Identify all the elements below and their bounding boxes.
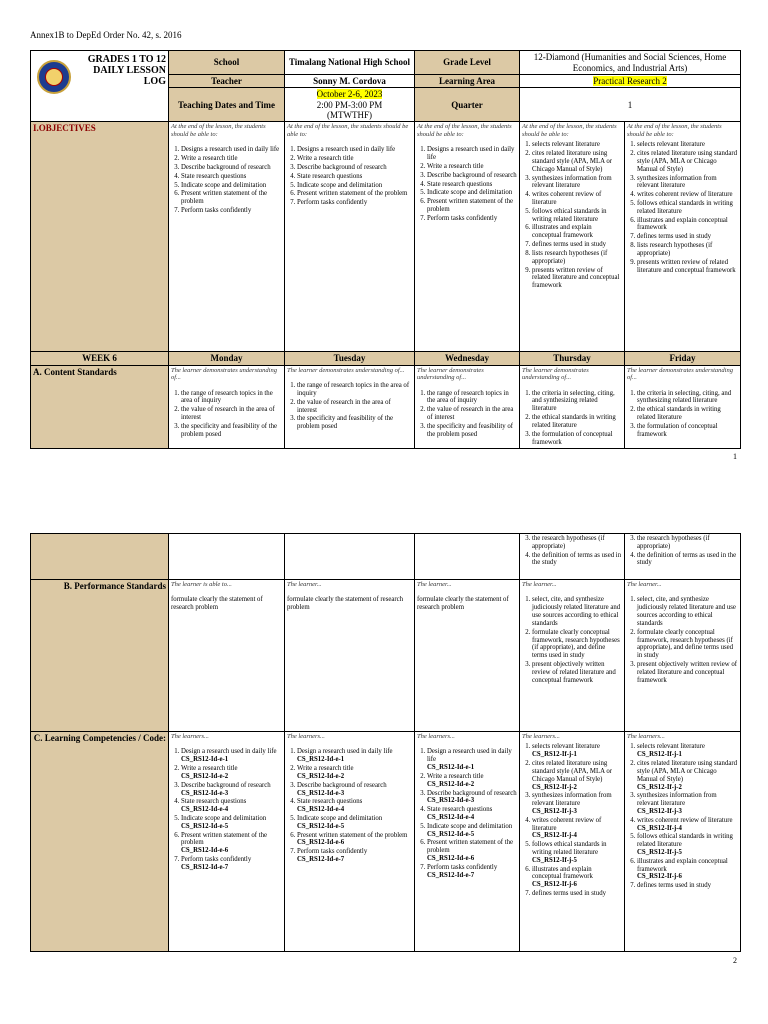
objectives-intro: At the end of the lesson, the students should be able to: xyxy=(417,123,512,138)
list-item: 3. the research hypotheses (if appropriate) xyxy=(637,535,738,551)
list-item: 5. follows ethical standards in writing related literature xyxy=(532,208,622,224)
performance-standards-wednesday: The learner... formulate clearly the statement of research problem xyxy=(415,580,520,732)
list-item: 2. Write a research title xyxy=(181,155,282,163)
competency-text: defines terms used in study xyxy=(637,882,711,890)
list-item xyxy=(427,823,517,839)
competency-text: Indicate scope and delimitation xyxy=(427,822,513,830)
competency-code: CS_RS12-Id-e-4 xyxy=(297,806,345,814)
list-item: 7. Perform tasks confidently xyxy=(181,207,282,215)
list-item: 2. the ethical standards in writing related literature xyxy=(532,414,622,430)
list-item: 8. lists research hypotheses (if appropriate) xyxy=(532,250,622,266)
grade-level-label: Grade Level xyxy=(415,51,520,75)
list-item xyxy=(427,864,517,880)
list-item xyxy=(427,790,517,806)
content-standards-monday: The learner demonstrates understanding of... 1. the range of research topics in the area of inquiry 2. the value of research in the area of interest 3. the specificity and feasibility of the problem posed xyxy=(169,365,285,449)
annex-reference: Annex1B to DepEd Order No. 42, s. 2016 xyxy=(30,30,182,40)
dll-table-page-2 xyxy=(30,533,741,952)
teacher-label: Teacher xyxy=(169,75,285,88)
school-label: School xyxy=(169,51,285,75)
objectives-tuesday xyxy=(285,122,415,352)
list-item xyxy=(181,782,282,798)
list-item xyxy=(637,792,738,815)
competency-code: CS_RS12-Id-e-5 xyxy=(427,830,475,838)
competency-code: CS_RS12-Id-e-3 xyxy=(181,789,229,797)
list-item: 6. Present written statement of the problem xyxy=(181,190,282,206)
day-monday: Monday xyxy=(169,352,285,365)
competency-code: CS_RS12-Id-e-1 xyxy=(181,756,229,764)
list-item: 3. synthesizes information from relevant literature xyxy=(637,175,738,191)
competency-code: CS_RS12-If-j-5 xyxy=(637,849,682,857)
competency-code: CS_RS12-Id-e-5 xyxy=(297,822,345,830)
list-item xyxy=(532,890,622,898)
list-item: 6. illustrates and explain conceptual framework xyxy=(637,217,738,233)
competency-code: CS_RS12-Id-e-2 xyxy=(297,772,345,780)
competency-text: synthesizes information from relevant literature xyxy=(637,792,717,808)
list-item: 6. illustrates and explain conceptual framework xyxy=(532,224,622,240)
competencies-thursday: The learners... 1. selects relevant literature CS_RS12-If-j-1 2. cites related literature using standard style (APA, MLA or Chicago Manual of Style) CS_RS12-If-j-2 3. synthesizes information from relevant literature CS_RS12-If-j-3 4. writes coherent review of literature CS_RS12-If-j-4 5. follows ethical standards in writing related literature CS_RS12-If-j-5 6. illustrates and explain conceptual framework CS_RS12-If-j-6 7. defines terms used in study xyxy=(520,732,625,952)
list-item xyxy=(637,743,738,759)
teacher-value: Sonny M. Cordova xyxy=(285,75,415,88)
competency-text: Design a research used in daily life xyxy=(297,748,393,756)
competency-text: Present written statement of the problem xyxy=(181,831,268,847)
list-item: 4. State research questions xyxy=(297,173,412,181)
list-item: 3. the specificity and feasibility of the problem posed xyxy=(427,423,517,439)
competency-text: Describe background of research xyxy=(181,781,271,789)
performance-standards-thursday: The learner... 1. select, cite, and synthesize judiciously related literature and use sources according to ethical standards 2. formulate clearly conceptual framework, research hypotheses (if appropriate), and define terms used in study 3. present objectively written review of related literature and conceptual framework xyxy=(520,580,625,732)
competency-code: CS_RS12-If-j-6 xyxy=(637,873,682,881)
list-item: 2. Write a research title xyxy=(427,163,517,171)
list-item xyxy=(297,798,412,814)
list-item xyxy=(532,841,622,864)
competency-text: illustrates and explain conceptual framework xyxy=(532,865,593,881)
list-item xyxy=(427,806,517,822)
list-item xyxy=(427,748,517,771)
content-standards-cont-thursday xyxy=(520,534,625,580)
list-item xyxy=(637,882,738,890)
competency-code: CS_RS12-If-j-3 xyxy=(532,807,577,815)
dll-title-line-2: DAILY LESSON xyxy=(93,65,166,76)
competency-text: selects relevant literature xyxy=(532,743,600,751)
list-item: 5. Indicate scope and delimitation xyxy=(297,182,412,190)
dll-table-page-1 xyxy=(30,50,741,449)
performance-standards-friday: The learner... 1. select, cite, and synthesize judiciously related literature and use sources according to ethical standards 2. formulate clearly conceptual framework, research hypotheses (if appropriate), and define terms used in study 3. present objectively written review of related literature and conceptual framework xyxy=(625,580,741,732)
list-item: 1. the criteria in selecting, citing, and synthesizing related literature xyxy=(637,390,738,406)
objectives-wednesday xyxy=(415,122,520,352)
competency-text: Design a research used in daily life xyxy=(181,748,277,756)
list-item: 4. State research questions xyxy=(181,173,282,181)
competency-text: Write a research title xyxy=(427,772,484,780)
list-item xyxy=(297,848,412,864)
competency-code: CS_RS12-Id-e-7 xyxy=(427,871,475,879)
day-friday: Friday xyxy=(625,352,741,365)
list-item: 4. writes coherent review of literature xyxy=(532,191,622,207)
page-number-1: 1 xyxy=(733,452,737,461)
time-value: 2:00 PM-3:00 PM xyxy=(316,99,383,110)
list-item xyxy=(181,765,282,781)
dll-title-line-1: GRADES 1 TO 12 xyxy=(87,54,166,65)
competency-code: CS_RS12-Id-e-6 xyxy=(427,855,475,863)
list-item: 9. presents written review of related literature and conceptual framework xyxy=(637,259,738,275)
list-item: 5. Indicate scope and delimitation xyxy=(181,182,282,190)
competency-text: Indicate scope and delimitation xyxy=(297,814,383,822)
competency-code: CS_RS12-Id-e-2 xyxy=(427,780,475,788)
list-item xyxy=(181,748,282,764)
competency-text: synthesizes information from relevant literature xyxy=(532,792,612,808)
grade-level-value: 12-Diamond (Humanities and Social Sciences, Home Economics, and Industrial Arts) xyxy=(520,51,741,75)
competency-code: CS_RS12-Id-e-4 xyxy=(427,813,475,821)
list-item: 3. synthesizes information from relevant literature xyxy=(532,175,622,191)
list-item xyxy=(637,760,738,791)
list-item xyxy=(532,866,622,889)
learning-competencies-label: C. Learning Competencies / Code: xyxy=(33,733,166,743)
competency-text: Design a research used in daily life xyxy=(427,748,512,764)
day-wednesday: Wednesday xyxy=(415,352,520,365)
competency-text: Write a research title xyxy=(297,765,354,773)
list-item: 1. selects relevant literature xyxy=(532,141,622,149)
competency-code: CS_RS12-Id-e-1 xyxy=(427,764,475,772)
competency-code: CS_RS12-If-j-1 xyxy=(637,751,682,759)
content-standards-cont-tuesday xyxy=(285,534,415,580)
list-item: 2. cites related literature using standard style (APA, MLA or Chicago Manual of Style) xyxy=(532,150,622,173)
list-item: 1. select, cite, and synthesize judiciously related literature and use sources according to ethical standards xyxy=(532,596,622,627)
day-thursday: Thursday xyxy=(520,352,625,365)
list-item xyxy=(532,760,622,791)
list-item xyxy=(297,748,412,764)
competency-text: Write a research title xyxy=(181,765,238,773)
objectives-label: I.OBJECTIVES xyxy=(33,123,96,134)
competency-code: CS_RS12-Id-e-6 xyxy=(297,839,345,847)
objectives-intro: At the end of the lesson, the students should be able to: xyxy=(522,123,617,138)
competency-code: CS_RS12-Id-e-2 xyxy=(181,772,229,780)
page-number-2: 2 xyxy=(733,956,737,965)
competency-code: CS_RS12-If-j-3 xyxy=(637,807,682,815)
competency-code: CS_RS12-Id-e-5 xyxy=(181,822,229,830)
competency-text: writes coherent review of literature xyxy=(532,816,602,832)
competencies-monday: The learners... 1. Design a research used in daily life CS_RS12-Id-e-1 2. Write a research title CS_RS12-Id-e-2 3. Describe background of research CS_RS12-Id-e-3 4. State research questions CS_RS12-Id-e-4 5. Indicate scope and delimitation CS_RS12-Id-e-5 6. Present written statement of the problem CS_RS12-Id-e-6 7. Perform tasks confidently CS_RS12-Id-e-7 xyxy=(169,732,285,952)
competency-text: illustrates and explain conceptual framework xyxy=(637,857,728,873)
competency-text: selects relevant literature xyxy=(637,743,705,751)
competency-text: Perform tasks confidently xyxy=(297,848,368,856)
learning-area-label: Learning Area xyxy=(415,75,520,88)
content-standards-label: A. Content Standards xyxy=(33,366,117,377)
list-item xyxy=(637,858,738,881)
list-item xyxy=(532,792,622,815)
list-item: 9. presents written review of related literature and conceptual framework xyxy=(532,267,622,290)
competency-text: State research questions xyxy=(181,798,247,806)
competency-text: writes coherent review of literature xyxy=(637,816,733,824)
competency-text: Perform tasks confidently xyxy=(181,856,252,864)
competency-text: follows ethical standards in writing related literature xyxy=(532,841,607,857)
list-item: 7. Perform tasks confidently xyxy=(427,215,517,223)
list-item: 2. formulate clearly conceptual framework, research hypotheses (if appropriate), and define terms used in study xyxy=(637,629,738,660)
competency-code: CS_RS12-If-j-2 xyxy=(637,783,682,791)
competency-code: CS_RS12-If-j-4 xyxy=(532,832,577,840)
content-standards-tuesday: The learner demonstrates understanding of... 1. the range of research topics in the area of inquiry 2. the value of research in the area of interest 3. the specificity and feasibility of the problem posed xyxy=(285,365,415,449)
list-item: 1. selects relevant literature xyxy=(637,141,738,149)
competency-code: CS_RS12-If-j-6 xyxy=(532,881,577,889)
list-item: 1. Designs a research used in daily life xyxy=(297,146,412,154)
dll-title-line-3: LOG xyxy=(143,76,166,87)
competency-text: cites related literature using standard style (APA, MLA or Chicago Manual of Style) xyxy=(532,760,612,783)
list-item: 6. Present written statement of the problem xyxy=(427,198,517,214)
competency-code: CS_RS12-Id-e-4 xyxy=(181,806,229,814)
dll-title-cell xyxy=(31,51,169,122)
dates-value-cell xyxy=(285,88,415,122)
list-item xyxy=(181,798,282,814)
quarter-label: Quarter xyxy=(415,88,520,122)
competencies-wednesday: The learners... 1. Design a research used in daily life CS_RS12-Id-e-1 2. Write a research title CS_RS12-Id-e-2 3. Describe background of research CS_RS12-Id-e-3 4. State research questions CS_RS12-Id-e-4 5. Indicate scope and delimitation CS_RS12-Id-e-5 6. Present written statement of the problem CS_RS12-Id-e-6 7. Perform tasks confidently CS_RS12-Id-e-7 xyxy=(415,732,520,952)
content-standards-cont-wednesday xyxy=(415,534,520,580)
objectives-thursday xyxy=(520,122,625,352)
objectives-monday xyxy=(169,122,285,352)
list-item: 1. Designs a research used in daily life xyxy=(181,146,282,154)
competency-code: CS_RS12-Id-e-7 xyxy=(181,863,229,871)
day-tuesday: Tuesday xyxy=(285,352,415,365)
objectives-friday xyxy=(625,122,741,352)
objectives-intro: At the end of the lesson, the students should be able to: xyxy=(171,123,266,138)
competency-text: State research questions xyxy=(427,806,493,814)
list-item: 3. the formulation of conceptual framework xyxy=(637,423,738,439)
list-item: 2. cites related literature using standard style (APA, MLA or Chicago Manual of Style) xyxy=(637,150,738,173)
list-item: 4. writes coherent review of literature xyxy=(637,191,738,199)
objectives-intro: At the end of the lesson, the students should be able to: xyxy=(287,123,409,138)
list-item: 1. select, cite, and synthesize judiciously related literature and use sources according to ethical standards xyxy=(637,596,738,627)
content-standards-wednesday: The learner demonstrates understanding of... 1. the range of research topics in the area of inquiry 2. the value of research in the area of interest 3. the specificity and feasibility of the problem posed xyxy=(415,365,520,449)
competency-code: CS_RS12-If-j-5 xyxy=(532,856,577,864)
list-item: 7. defines terms used in study xyxy=(532,241,622,249)
list-item xyxy=(427,773,517,789)
learning-area-value: Practical Research 2 xyxy=(593,76,667,86)
list-item xyxy=(297,765,412,781)
objectives-intro: At the end of the lesson, the students should be able to: xyxy=(627,123,722,138)
content-standards-friday: The learner demonstrates understanding of... 1. the criteria in selecting, citing, and synthesizing related literature 2. the ethical standards in writing related literature 3. the formulation of conceptual framework xyxy=(625,365,741,449)
list-item: 3. Describe background of research xyxy=(181,164,282,172)
quarter-value: 1 xyxy=(520,88,741,122)
list-item xyxy=(532,817,622,840)
performance-standards-label: B. Performance Standards xyxy=(63,581,166,591)
deped-seal-icon xyxy=(37,60,71,94)
competencies-friday: The learners... 1. selects relevant literature CS_RS12-If-j-1 2. cites related literature using standard style (APA, MLA or Chicago Manual of Style) CS_RS12-If-j-2 3. synthesizes information from relevant literature CS_RS12-If-j-3 4. writes coherent review of literature CS_RS12-If-j-4 5. follows ethical standards in writing related literature CS_RS12-If-j-5 6. illustrates and explain conceptual framework CS_RS12-If-j-6 7. defines terms used in study xyxy=(625,732,741,952)
list-item xyxy=(532,743,622,759)
list-item xyxy=(181,815,282,831)
list-item xyxy=(297,815,412,831)
content-standards-cont-friday xyxy=(625,534,741,580)
list-item: 2. formulate clearly conceptual framework, research hypotheses (if appropriate), and define terms used in study xyxy=(532,629,622,660)
list-item: 3. the specificity and feasibility of the problem posed xyxy=(297,415,412,431)
competency-text: Describe background of research xyxy=(427,789,517,797)
list-item: 3. Describe background of research xyxy=(427,172,517,180)
competency-code: CS_RS12-Id-e-7 xyxy=(297,856,345,864)
list-item: 7. Perform tasks confidently xyxy=(297,199,412,207)
list-item xyxy=(297,782,412,798)
competency-text: defines terms used in study xyxy=(532,890,606,898)
competency-code: CS_RS12-If-j-2 xyxy=(532,783,577,791)
list-item: 3. present objectively written review of related literature and conceptual framework xyxy=(637,661,738,684)
competency-code: CS_RS12-Id-e-3 xyxy=(427,797,475,805)
school-value: Timalang National High School xyxy=(285,51,415,75)
list-item: 4. the definition of terms as used in the study xyxy=(637,552,738,568)
list-item: 2. the value of research in the area of interest xyxy=(297,399,412,415)
competency-code: CS_RS12-If-j-4 xyxy=(637,824,682,832)
list-item: 4. State research questions xyxy=(427,181,517,189)
list-item: 2. the ethical standards in writing related literature xyxy=(637,406,738,422)
list-item: 5. follows ethical standards in writing related literature xyxy=(637,200,738,216)
list-item: 1. the range of research topics in the area of inquiry xyxy=(181,390,282,406)
list-item: 3. the research hypotheses (if appropriate) xyxy=(532,535,622,551)
list-item: 2. Write a research title xyxy=(297,155,412,163)
content-standards-thursday: The learner demonstrates understanding of... 1. the criteria in selecting, citing, and synthesizing related literature 2. the ethical standards in writing related literature 3. the formulation of conceptual framework xyxy=(520,365,625,449)
competency-text: State research questions xyxy=(297,798,363,806)
list-item: 1. the range of research topics in the area of inquiry xyxy=(297,382,412,398)
list-item: 3. the specificity and feasibility of the problem posed xyxy=(181,423,282,439)
list-item: 8. lists research hypotheses (if appropriate) xyxy=(637,242,738,258)
week-label: WEEK 6 xyxy=(31,352,169,365)
competency-text: Indicate scope and delimitation xyxy=(181,814,267,822)
competencies-tuesday: The learners... 1. Design a research used in daily life CS_RS12-Id-e-1 2. Write a research title CS_RS12-Id-e-2 3. Describe background of research CS_RS12-Id-e-3 4. State research questions CS_RS12-Id-e-4 5. Indicate scope and delimitation CS_RS12-Id-e-5 6. Present written statement of the problem CS_RS12-Id-e-6 7. Perform tasks confidently CS_RS12-Id-e-7 xyxy=(285,732,415,952)
list-item: 1. the criteria in selecting, citing, and synthesizing related literature xyxy=(532,390,622,413)
list-item xyxy=(427,839,517,862)
list-item: 5. Indicate scope and delimitation xyxy=(427,189,517,197)
competency-code: CS_RS12-Id-e-6 xyxy=(181,847,229,855)
days-value: (MTWTHF) xyxy=(327,110,372,121)
competency-text: Present written statement of the problem xyxy=(297,831,408,839)
list-item: 3. Describe background of research xyxy=(297,164,412,172)
content-standards-cont-monday xyxy=(169,534,285,580)
competency-text: cites related literature using standard style (APA, MLA or Chicago Manual of Style) xyxy=(637,760,738,783)
list-item: 3. the formulation of conceptual framework xyxy=(532,431,622,447)
competency-text: Perform tasks confidently xyxy=(427,863,498,871)
performance-standards-monday: The learner is able to... formulate clearly the statement of research problem xyxy=(169,580,285,732)
list-item xyxy=(181,856,282,872)
list-item xyxy=(181,832,282,855)
competency-text: follows ethical standards in writing related literature xyxy=(637,833,733,849)
competency-code: CS_RS12-If-j-1 xyxy=(532,751,577,759)
list-item: 1. Designs a research used in daily life xyxy=(427,146,517,162)
list-item: 2. the value of research in the area of interest xyxy=(181,406,282,422)
performance-standards-tuesday: The learner... formulate clearly the statement of research problem xyxy=(285,580,415,732)
list-item xyxy=(637,817,738,833)
dates-value: October 2-6, 2023 xyxy=(316,89,383,100)
list-item: 1. the range of research topics in the area of inquiry xyxy=(427,390,517,406)
list-item: 2. the value of research in the area of interest xyxy=(427,406,517,422)
list-item: 6. Present written statement of the problem xyxy=(297,190,412,198)
competency-text: Describe background of research xyxy=(297,781,387,789)
list-item: 3. present objectively written review of related literature and conceptual framework xyxy=(532,661,622,684)
competency-code: CS_RS12-Id-e-1 xyxy=(297,756,345,764)
list-item xyxy=(297,832,412,848)
list-item: 7. defines terms used in study xyxy=(637,233,738,241)
competency-text: Present written statement of the problem xyxy=(427,839,514,855)
list-item xyxy=(637,833,738,856)
dates-label: Teaching Dates and Time xyxy=(169,88,285,122)
list-item: 4. the definition of terms as used in the study xyxy=(532,552,622,568)
competency-code: CS_RS12-Id-e-3 xyxy=(297,789,345,797)
